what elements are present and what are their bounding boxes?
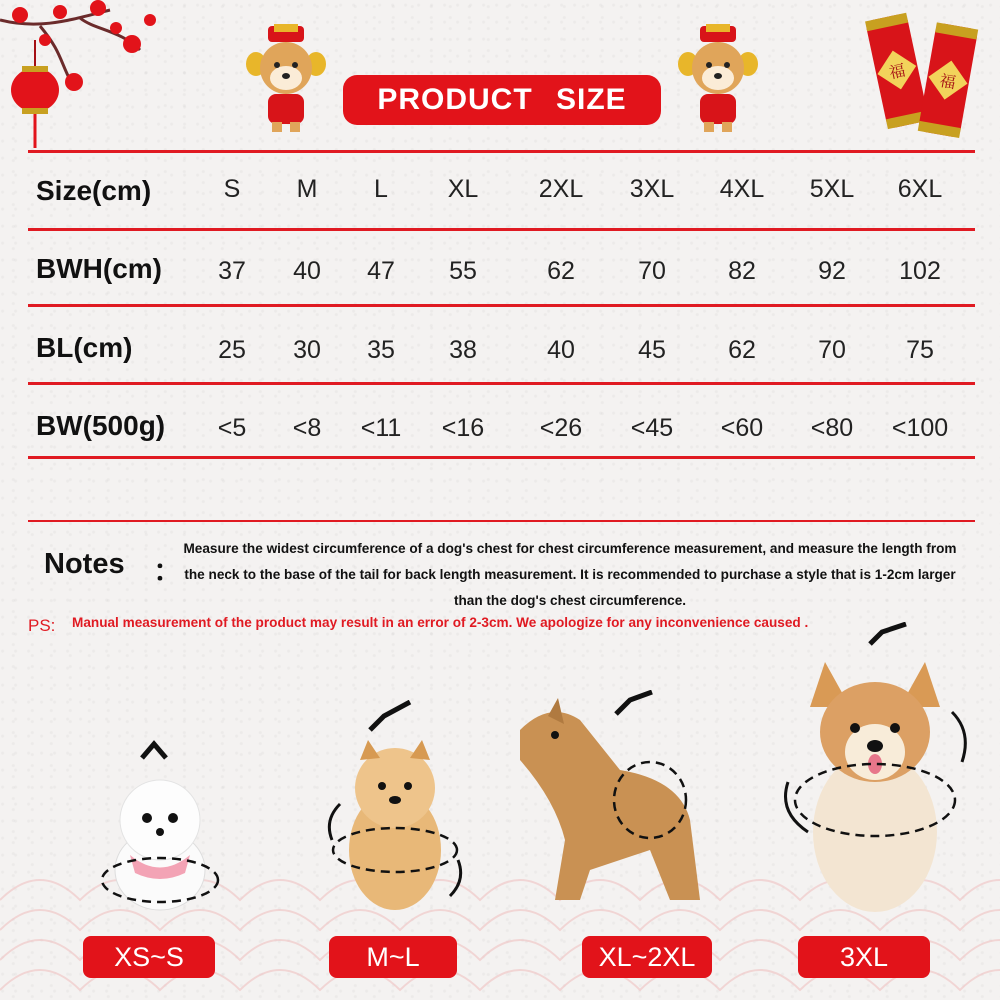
ps-text: Manual measurement of the product may result in an error of 2-3cm. We apologize for any inconvenience caused .: [72, 615, 809, 630]
table-divider: [28, 382, 975, 385]
table-cell: 25: [218, 336, 246, 364]
table-row: [0, 253, 1000, 293]
table-cell: <5: [217, 414, 247, 442]
table-cell: 102: [899, 257, 941, 285]
row-label: Size(cm): [36, 175, 152, 206]
table-cell: 5XL: [809, 175, 855, 203]
table-cell: <11: [360, 414, 402, 442]
table-cell: 45: [638, 336, 666, 364]
table-divider: [28, 150, 975, 153]
size-pill-xl-2xl: XL~2XL: [582, 936, 712, 978]
table-cell: 47: [367, 257, 395, 285]
table-cell: 70: [818, 336, 846, 364]
corgi-photo: [770, 622, 980, 922]
table-cell: M: [296, 175, 318, 203]
cartoon-dog-left: [246, 24, 326, 134]
table-cell: 40: [547, 336, 575, 364]
table-divider: [28, 456, 975, 459]
table-cell: <8: [292, 414, 322, 442]
notes-divider: [28, 520, 975, 522]
row-label: BL(cm): [36, 332, 133, 363]
fu-glyph: 福: [887, 60, 907, 83]
table-cell: 55: [449, 257, 477, 285]
table-cell: 92: [818, 257, 846, 285]
table-cell: <16: [441, 414, 485, 442]
table-cell: 62: [547, 257, 575, 285]
notes-colon: ：: [153, 555, 183, 588]
firecracker-decoration: [862, 0, 982, 150]
size-pill-3xl: 3XL: [798, 936, 930, 978]
table-cell: 70: [638, 257, 666, 285]
table-cell: 62: [728, 336, 756, 364]
table-row: [0, 332, 1000, 372]
table-cell: 82: [728, 257, 756, 285]
table-cell: <26: [539, 414, 583, 442]
pomeranian-orange-photo: [320, 700, 470, 920]
table-cell: <60: [720, 414, 764, 442]
size-pill-m-l: M~L: [329, 936, 457, 978]
table-cell: 2XL: [538, 175, 584, 203]
table-cell: 38: [449, 336, 477, 364]
table-row: [0, 410, 1000, 450]
row-label: BW(500g): [36, 410, 166, 441]
cartoon-dog-right: [678, 24, 758, 134]
table-cell: <80: [810, 414, 854, 442]
size-pill-xs-s: XS~S: [83, 936, 215, 978]
table-cell: S: [223, 175, 241, 203]
table-divider: [28, 228, 975, 231]
row-label: BWH(cm): [36, 253, 162, 284]
table-row: [0, 175, 1000, 215]
pomeranian-white-photo: [90, 730, 230, 920]
table-cell: <45: [630, 414, 674, 442]
notes-text: Measure the widest circumference of a dog's chest for chest circumference measurement, and measure the length from the neck to the base of the tail for back length measurement. It is recommended to purchase a style that is 1-2cm larger than the dog's chest circumference.: [183, 541, 957, 608]
fu-glyph: 福: [938, 70, 958, 93]
notes-title: Notes: [44, 548, 125, 580]
table-cell: 35: [367, 336, 395, 364]
table-cell: 37: [218, 257, 246, 285]
table-cell: 40: [293, 257, 321, 285]
table-cell: <100: [891, 414, 949, 442]
table-cell: 6XL: [897, 175, 943, 203]
table-divider: [28, 304, 975, 307]
table-cell: 4XL: [719, 175, 765, 203]
french-bulldog-photo: [500, 690, 730, 920]
plum-blossom-lantern-decoration: [0, 0, 170, 150]
table-cell: 30: [293, 336, 321, 364]
table-cell: 3XL: [629, 175, 675, 203]
ps-label: PS:: [28, 616, 56, 635]
page-title: PRODUCT SIZE: [343, 75, 661, 125]
table-cell: L: [374, 175, 388, 203]
table-cell: XL: [447, 175, 479, 203]
table-cell: 75: [906, 336, 934, 364]
